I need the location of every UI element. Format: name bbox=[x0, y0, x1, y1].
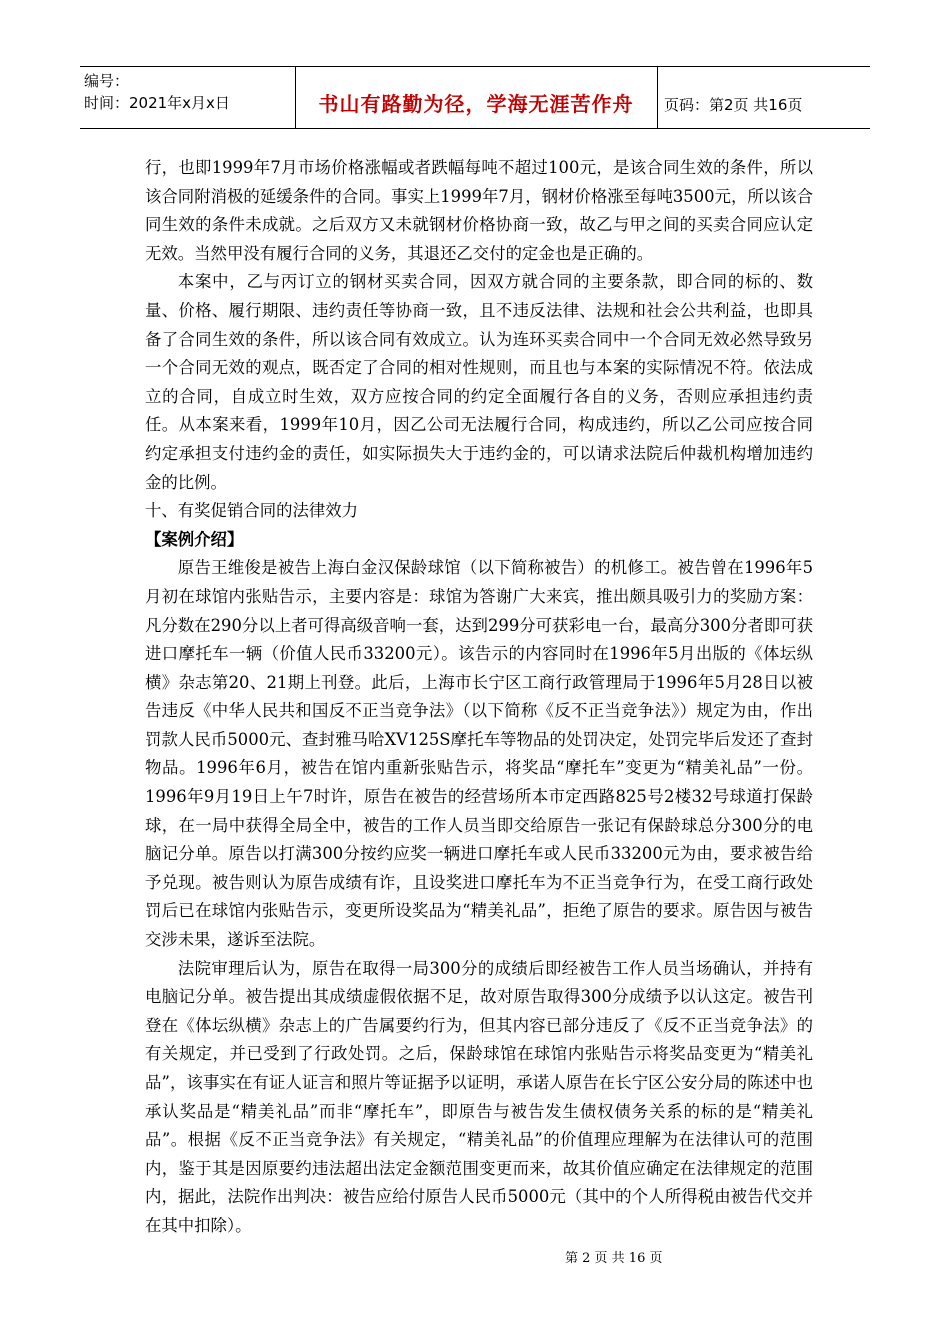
header-bottom-rule bbox=[80, 128, 870, 129]
paragraph-2: 本案中，乙与丙订立的钢材买卖合同，因双方就合同的主要条款，即合同的标的、数量、价格、履行期限、违约责任等协商一致，且不违反法律、法规和社会公共利益，也即具备了合同生效的条件，所以该合同有效成立。认为连环买卖合同中一个合同无效必然导致另一个合同无效的观点，既否定了合同的相对性规则，而且也与本案的实际情况不符。依法成立的合同，自成立时生效，双方应按合同的约定全面履行各自的义务，否则应承担违约责任。从本案来看，1999年10月，因乙公司无法履行合同，构成违约，所以乙公司应按合同约定承担支付违约金的责任，如实际损失大于违约金的，可以请求法院后仲裁机构增加违约金的比例。 bbox=[145, 272, 813, 492]
case-heading: 【案例介绍】 bbox=[145, 529, 244, 549]
header-top-rule bbox=[80, 66, 870, 67]
section-title: 十、有奖促销合同的法律效力 bbox=[145, 501, 359, 521]
header-motto: 书山有路勤为径，学海无涯苦作舟 bbox=[318, 92, 634, 116]
header-meta bbox=[84, 70, 294, 114]
header-page-info: 页码：第2页 共16页 bbox=[664, 96, 803, 114]
document-number-label: 编号： bbox=[84, 72, 130, 90]
footer-page-number: 第 2 页 共 16 页 bbox=[565, 1251, 663, 1266]
paragraph-3: 原告王维俊是被告上海白金汉保龄球馆（以下简称被告）的机修工。被告曾在1996年5月初在球馆内张贴告示，主要内容是：球馆为答谢广大来宾，推出颇具吸引力的奖励方案：凡分数在290分以上者可得高级音响一套，达到299分可获彩电一台，最高分300分者即可获进口摩托车一辆（价值人民币33200元）。该告示的内容同时在1996年5月出版的《体坛纵横》杂志第20、21期上刊登。此后，上海市长宁区工商行政管理局于1996年5月28日以被告违反《中华人民共和国反不正当竞争法》（以下简称《反不正当竞争法》）规定为由，作出罚款人民币5000元、查封雅马哈XV125S摩托车等物品的处罚决定，处罚完毕后发还了查封物品。1996年6月，被告在馆内重新张贴告示，将奖品“摩托车”变更为“精美礼品”一份。1996年9月19日上午7时许，原告在被告的经营场所本市定西路825号2楼32号球道打保龄球，在一局中获得全局全中，被告的工作人员当即交给原告一张记有保龄球总分300分的电脑记分单。原告以打满300分按约应奖一辆进口摩托车或人民币33200元为由，要求被告给予兑现。被告则认为原告成绩有诈，且设奖进口摩托车为不正当竞争行为，在受工商行政处罚后已在球馆内张贴告示，变更所设奖品为“精美礼品”，拒绝了原告的要求。原告因与被告交涉未果，遂诉至法院。 bbox=[145, 558, 813, 950]
document-body bbox=[145, 154, 813, 1241]
paragraph-1: 行，也即1999年7月市场价格涨幅或者跌幅每吨不超过100元，是该合同生效的条件，所以该合同附消极的延缓条件的合同。事实上1999年7月，钢材价格涨至每吨3500元，所以该合同生效的条件未成就。之后双方又未就钢材价格协商一致，故乙与甲之间的买卖合同应认定无效。当然甲没有履行合同的义务，其退还乙交付的定金也是正确的。 bbox=[145, 158, 813, 263]
document-time-label: 时间：2021年x月x日 bbox=[84, 94, 230, 112]
header-divider-right bbox=[657, 66, 658, 128]
paragraph-4: 法院审理后认为，原告在取得一局300分的成绩后即经被告工作人员当场确认，并持有电脑记分单。被告提出其成绩虚假依据不足，故对原告取得300分成绩予以认这定。被告刊登在《体坛纵横》杂志上的广告属要约行为，但其内容已部分违反了《反不正当竞争法》的有关规定，并已受到了行政处罚。之后，保龄球馆在球馆内张贴告示将奖品变更为“精美礼品”，该事实在有证人证言和照片等证据予以证明，承诺人原告在长宁区公安分局的陈述中也承认奖品是“精美礼品”而非“摩托车”，即原告与被告发生债权债务关系的标的是“精美礼品”。根据《反不正当竞争法》有关规定，“精美礼品”的价值理应理解为在法律认可的范围内，鉴于其是因原要约违法超出法定金额范围变更而来，故其价值应确定在法律规定的范围内，据此，法院作出判决：被告应给付原告人民币5000元（其中的个人所得税由被告代交并在其中扣除）。 bbox=[145, 958, 813, 1235]
